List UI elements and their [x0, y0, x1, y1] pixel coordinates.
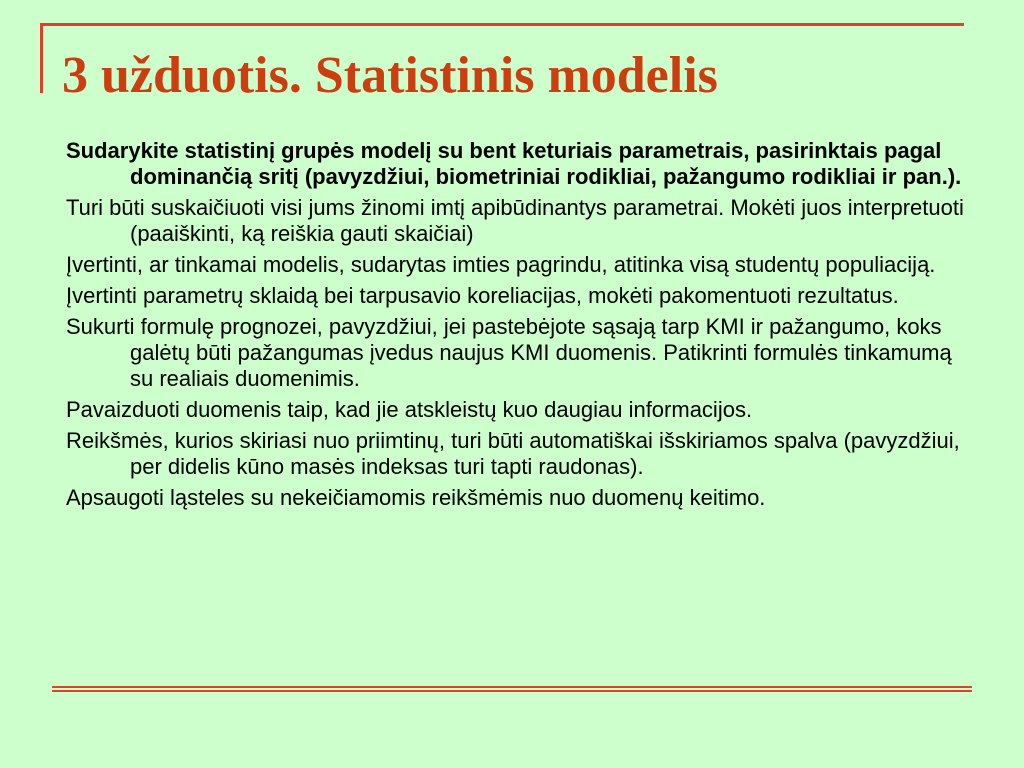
bottom-double-rule — [52, 686, 972, 692]
body-paragraph-1: Sudarykite statistinį grupės modelį su bent keturiais parametrais, pasirinktais pagal dominančią sritį (pavyzdžiui, biometriniai rodikliai, pažangumo rodikliai ir pan.). — [66, 138, 962, 189]
body-paragraph-7: Reikšmės, kurios skiriasi nuo priimtinų, turi būti automatiškai išskiriamos spalva (pavyzdžiui, per didelis kūno masės indeksas turi tapti raudonas). — [66, 428, 960, 479]
body-paragraph-5: Sukurti formulę prognozei, pavyzdžiui, jei pastebėjote sąsają tarp KMI ir pažangumo, koks galėtų būti pažangumas įvedus naujus KMI duomenis. Patikrinti formulės tinkamumą su realiais duomenimis. — [66, 314, 952, 391]
title-frame-left-line — [40, 23, 43, 93]
title-frame-top-line — [40, 23, 964, 26]
slide-body — [66, 138, 976, 516]
body-paragraph-8: Apsaugoti ląsteles su nekeičiamomis reikšmėmis nuo duomenų keitimo. — [66, 485, 766, 510]
body-paragraph-3: Įvertinti, ar tinkamai modelis, sudarytas imties pagrindu, atitinka visą studentų populiaciją. — [66, 252, 936, 277]
body-paragraph-2: Turi būti suskaičiuoti visi jums žinomi imtį apibūdinantys parametrai. Mokėti juos interpretuoti (paaiškinti, ką reiškia gauti skaičiai) — [66, 195, 964, 246]
slide-title: 3 užduotis. Statistinis modelis — [62, 47, 718, 104]
body-paragraph-4: Įvertinti parametrų sklaidą bei tarpusavio koreliacijas, mokėti pakomentuoti rezultatus. — [66, 283, 899, 308]
body-paragraph-6: Pavaizduoti duomenis taip, kad jie atskleistų kuo daugiau informacijos. — [66, 397, 753, 422]
